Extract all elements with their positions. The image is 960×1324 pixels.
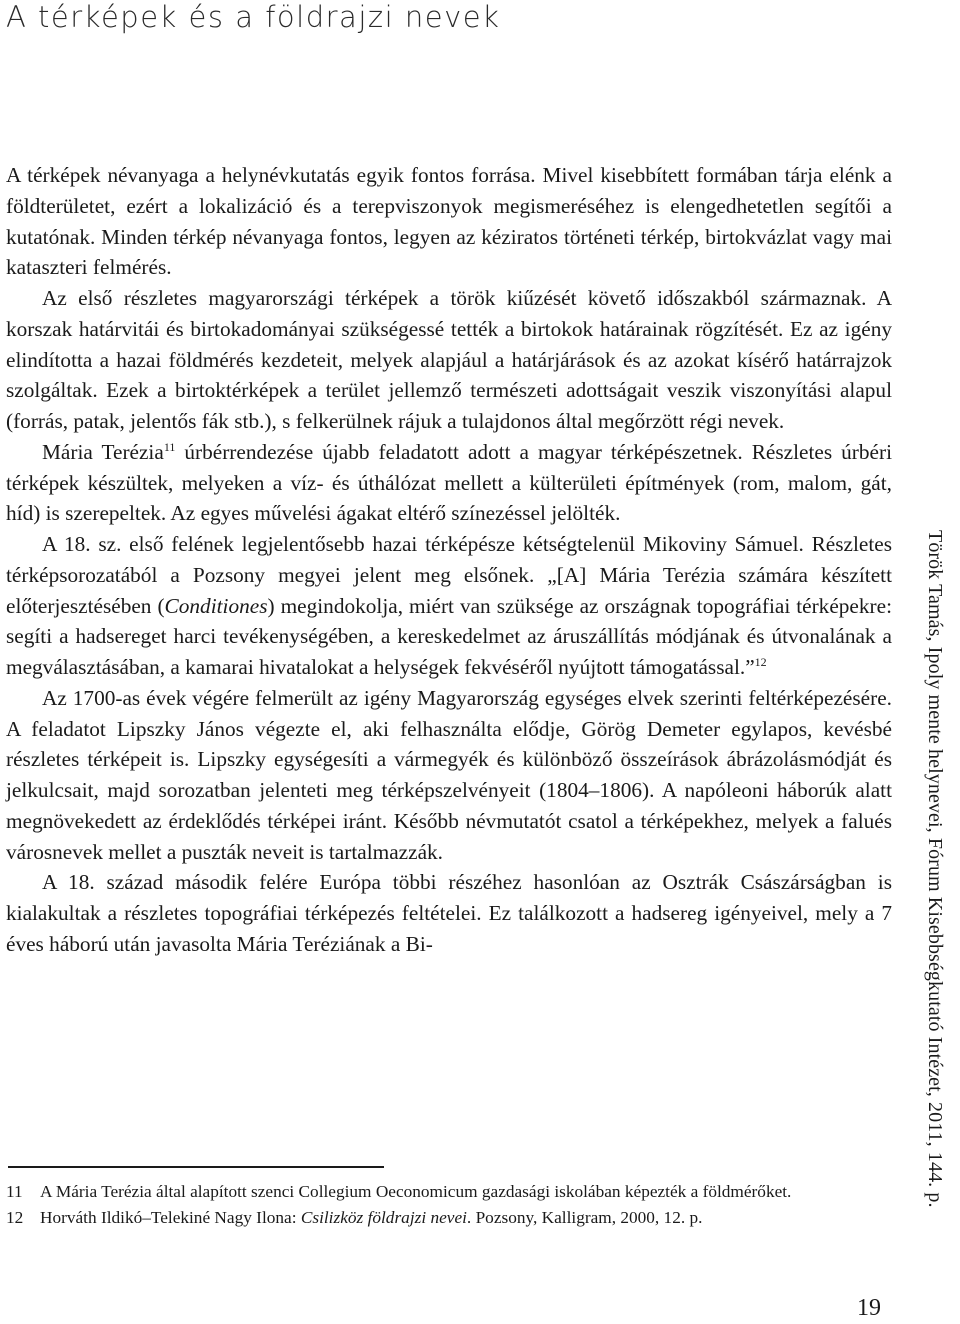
footnote-12 (6, 1205, 892, 1231)
main-text (6, 160, 892, 960)
paragraph-4-italic: Conditiones (164, 593, 268, 618)
paragraph-4-a: A 18. sz. első felének legjelentősebb hazai térképésze kétségtelenül Mikoviny Sámuel. Részletes térképsorozatából a Pozsony megyei jelent meg elsőnek. „[A] Mária Terézia számára készített előterjesztésében ( (6, 532, 892, 618)
footnote-divider (8, 1166, 384, 1168)
page-number: 19 (857, 1295, 881, 1321)
side-citation (915, 530, 955, 1260)
footnote-ref-11: 11 (163, 439, 176, 454)
footnote-number: 12 (6, 1208, 24, 1227)
paragraph-6: A 18. század második felére Európa többi részéhez hasonlóan az Osztrák Császárságban is kialakultak a részletes topográfiai térképezés feltételei. Ez találkozott a hadsereg igényeivel, mely a 7 éves háború után javasolta Mária Teréziának a Bi- (6, 870, 892, 956)
paragraph-4-b: ) megindokolja, miért van szüksége az országnak topográfiai térképekre: segíti a hadsereget harci tevékenységében, a kereskedelmet az áruszállítás módjának és útvonalának a megválasztásában, a kamarai hivatalokat a helységek fekvéséről nyújtott támogatással.” (6, 593, 892, 679)
paragraph-3 (6, 437, 892, 529)
footnote-text-italic: Csilizköz földrajzi nevei (300, 1208, 467, 1227)
footnote-text-a: Horváth Ildikó–Telekiné Nagy Ilona: (40, 1208, 301, 1227)
paragraph-3-end: úrbérrendezése újabb feladatott adott a magyar térképészetnek. Részletes úrbéri térképek készültek, melyeken a víz- és úthálózat mellett a külterületi építmények (rom, malom, gát, híd) is szerepeltek. Az egyes művelési ágakat eltérő színezéssel jelölték. (6, 439, 892, 526)
running-header: A térképek és a földrajzi nevek (6, 0, 501, 34)
footnote-text (40, 1205, 892, 1231)
paragraph-5: Az 1700-as évek végére felmerült az igény Magyarország egységes elvek szerinti feltérképezésére. A feladatot Lipszky János végezte el, aki felhasználta elődje, Görög Demeter egylapos, kevésbé részletes térképeit is. Lipszky egységesíti a vármegyék és különböző összeírások ábrázolásmódját és jelkulcsait, majd sorozatban jelenteti meg térképszelvényeit (1804–1806). A napóleoni háborúk alatt megnövekedett az érdeklődés térképei iránt. Később névmutatót csatol a térképekhez, melyek a falués városnevek mellet a puszták neveit is tartalmazzák. (6, 685, 892, 864)
paragraph-3-start: Mária Terézia (42, 439, 164, 464)
footnote-11 (6, 1179, 892, 1205)
paragraph-1: A térképek névanyaga a helynévkutatás egyik fontos forrása. Mivel kisebbített formában tárja elénk a földterületet, ezért a lokalizáció és a terepviszonyok megismeréséhez is elengedhetetlen segítői a kutatónak. Minden térkép névanyaga fontos, legyen az kéziratos történeti térkép, birtokvázlat vagy mai kataszteri felmérés. (6, 163, 892, 280)
side-citation-text: Török Tamás, Ipoly mente helynevei, Fórum Kisebbségkutató Intézet, 2011, 144. p. (924, 530, 946, 1208)
footnotes (6, 1179, 892, 1231)
footnote-number: 11 (6, 1182, 23, 1201)
footnote-text-b: . Pozsony, Kalligram, 2000, 12. p. (466, 1208, 703, 1227)
paragraph-4 (6, 529, 892, 683)
paragraph-2: Az első részletes magyarországi térképek a török kiűzését követő időszakból származnak. A korszak határvitái és birtokadományai szükségessé tették a birtokok határainak rögzítését. Ez az igény elindította a hazai földmérés kezdeteit, melyek alapjául a határjárások és az azokat kísérő határrajzok szolgáltak. Ezek a birtoktérképek a terület jellemző természeti adottságait veszik viszonyítási alapul (forrás, patak, jelentős fák stb.), s felkerülnek rájuk a tulajdonos által megőrzött régi nevek. (6, 286, 892, 433)
footnote-text: A Mária Terézia által alapított szenci Collegium Oeconomicum gazdasági iskolában képezték a földmérőket. (40, 1182, 792, 1201)
footnote-ref-12: 12 (754, 655, 767, 669)
